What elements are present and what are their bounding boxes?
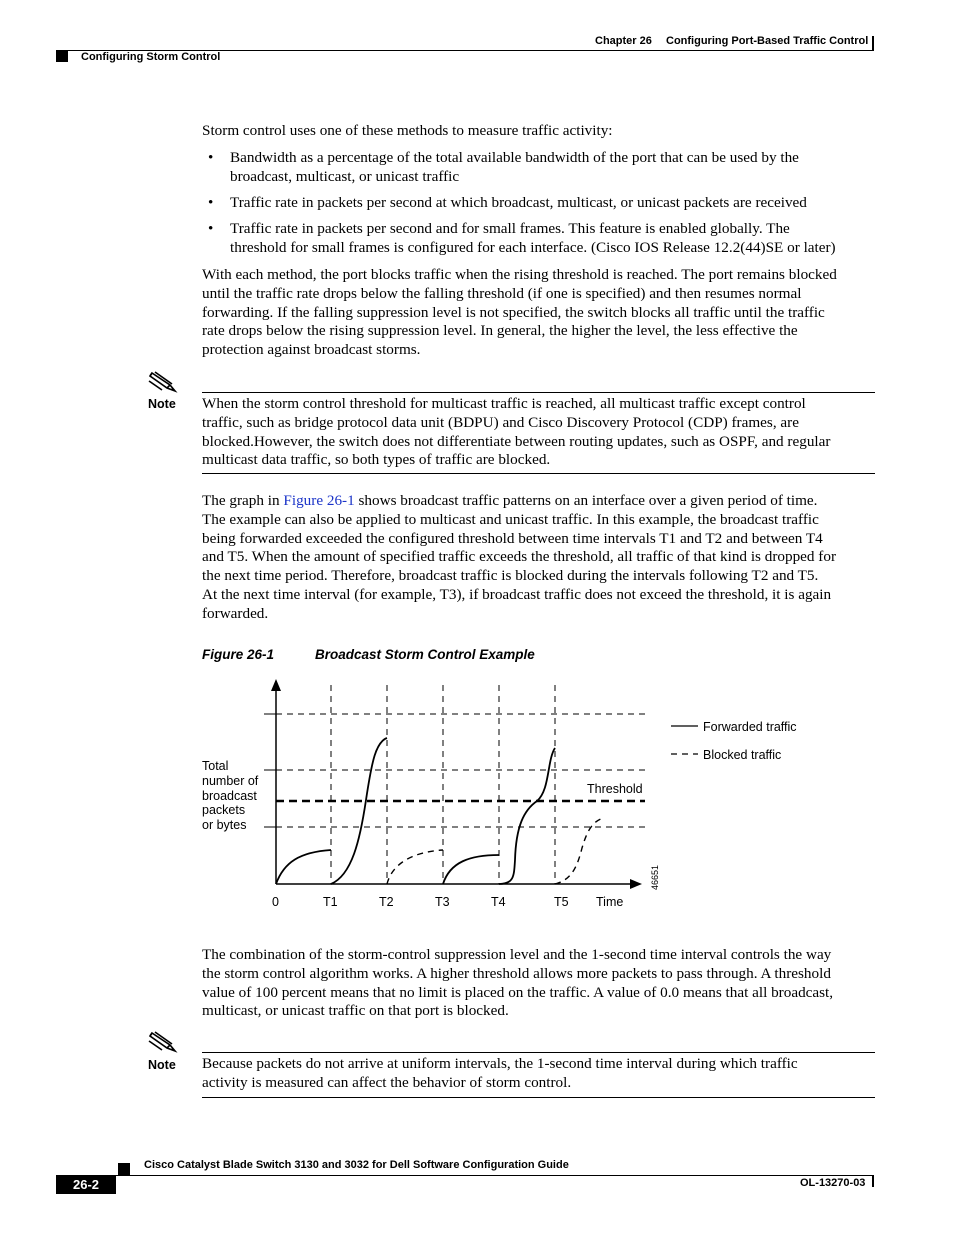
- blocked-traffic-curve: [555, 818, 603, 884]
- note-line: Because packets do not arrive at uniform intervals, the 1-second time interval during which traffic: [202, 1055, 798, 1072]
- y-axis-label-line: broadcast: [202, 788, 257, 803]
- x-axis-arrow: [630, 879, 642, 889]
- bullet-line: threshold for small frames is configured for each interface. (Cisco IOS Release 12.2(44)SE or later): [230, 238, 836, 256]
- legend-forwarded-label: Forwarded traffic: [703, 720, 797, 734]
- legend-blocked-label: Blocked traffic: [703, 748, 782, 762]
- y-axis-label-line: or bytes: [202, 818, 247, 833]
- footer-doc-number: OL-13270-03: [800, 1177, 866, 1189]
- note-2-text: [202, 1055, 882, 1093]
- paragraph-line: the storm control algorithm works. A higher threshold allows more packets to pass through. A threshold: [202, 964, 831, 982]
- paragraph-line: protection against broadcast storms.: [202, 341, 421, 359]
- note-label: Note: [148, 397, 176, 411]
- forwarded-traffic-curve: [331, 738, 387, 884]
- bullet-line: Bandwidth as a percentage of the total available bandwidth of the port that can be used by the: [230, 149, 799, 166]
- paragraph-line: the next time period. Therefore, broadcast traffic is blocked during the intervals following T2 and T5.: [202, 567, 819, 585]
- note-bottom-rule: [202, 1097, 875, 1098]
- note-line: When the storm control threshold for multicast traffic is reached, all multicast traffic except control: [202, 395, 806, 412]
- threshold-label: Threshold: [587, 782, 643, 796]
- x-tick-label-t1: T1: [323, 895, 338, 909]
- paragraph-line: multicast, or unicast traffic on that port is blocked.: [202, 1002, 509, 1020]
- note-label: Note: [148, 1058, 176, 1072]
- paragraph-line: value of 100 percent means that no limit is placed on the traffic. A value of 0.0 means that all broadcast,: [202, 983, 834, 1001]
- y-axis-label-line: packets: [202, 803, 246, 818]
- paragraph-line: At the next time interval (for example, T3), if broadcast traffic does not exceed the threshold, it is again: [202, 585, 832, 603]
- paragraph-line: rate drops below the rising suppression level. In general, the higher the level, the less effective the: [202, 322, 798, 340]
- paragraph-3: [202, 946, 882, 1021]
- y-axis-arrow: [271, 679, 281, 691]
- paragraph-text: shows broadcast traffic patterns on an interface over a given period of time.: [354, 492, 818, 509]
- x-tick-label-t2: T2: [379, 895, 394, 909]
- note-line: blocked.However, the switch does not differentiate between routing updates, such as OSPF, and regular: [202, 432, 831, 450]
- paragraph-line: With each method, the port blocks traffic when the rising threshold is reached. The port remains blocked: [202, 266, 837, 283]
- footer-right-bar: [872, 1175, 874, 1187]
- y-axis-label: [202, 759, 258, 833]
- x-tick-label-t4: T4: [491, 895, 506, 909]
- footer-rule: [56, 1175, 874, 1176]
- bullet-dot: •: [208, 149, 214, 166]
- page-number: 26-2: [72, 1177, 100, 1192]
- paragraph-line: until the traffic rate drops below the falling threshold (if one is specified) and then resumes normal: [202, 284, 802, 302]
- note-line: traffic, such as bridge protocol data unit (BDPU) and Cisco Discovery Protocol (CDP) frames, are: [202, 413, 799, 431]
- bullet-dot: •: [208, 220, 214, 237]
- header-chapter-title: Configuring Port-Based Traffic Control: [666, 35, 869, 47]
- bullet-line: Traffic rate in packets per second and for small frames. This feature is enabled globally. The: [230, 220, 790, 237]
- forwarded-traffic-curve: [499, 748, 555, 884]
- footer-guide-title: Cisco Catalyst Blade Switch 3130 and 3032 for Dell Software Configuration Guide: [144, 1159, 569, 1171]
- y-axis-label-line: number of: [202, 773, 259, 788]
- x-tick-label-0: 0: [272, 895, 279, 909]
- paragraph-line: being forwarded exceeded the configured threshold between time intervals T1 and T2 and between T4: [202, 529, 823, 547]
- figure-title: Broadcast Storm Control Example: [315, 647, 535, 662]
- bullet-dot: •: [208, 194, 214, 211]
- forwarded-traffic-curve: [276, 850, 331, 884]
- paragraph-text: The graph in: [202, 492, 284, 509]
- bullet-line: broadcast, multicast, or unicast traffic: [230, 167, 460, 185]
- note-line: activity is measured can affect the behavior of storm control.: [202, 1073, 572, 1091]
- header-chapter: Chapter 26: [595, 35, 652, 47]
- header-section: Configuring Storm Control: [81, 51, 221, 63]
- note-line: multicast data traffic, so both types of traffic are blocked.: [202, 451, 551, 469]
- footer-marker: [118, 1163, 130, 1175]
- intro-text: Storm control uses one of these methods to measure traffic activity:: [202, 122, 613, 139]
- paragraph-line: and T5. When the amount of specified traffic exceeds the threshold, all traffic of that kind is dropped for: [202, 548, 837, 566]
- note-top-rule: [202, 1052, 875, 1053]
- paragraph-line: forwarding. If the falling suppression level is not specified, the switch blocks all traffic until the traffic: [202, 303, 825, 321]
- y-axis-label-line: Total: [202, 759, 229, 773]
- paragraph-line: The example can also be applied to multicast and unicast traffic. In this example, the broadcast traffic: [202, 510, 819, 528]
- figure-link[interactable]: Figure 26-1: [283, 492, 355, 509]
- pencil-icon: [148, 1029, 178, 1053]
- x-axis-label: Time: [596, 895, 624, 909]
- figure-id: 46651: [650, 864, 660, 890]
- blocked-traffic-curve: [387, 850, 443, 884]
- paragraph-line: The combination of the storm-control suppression level and the 1-second time interval controls the way: [202, 946, 832, 963]
- bullet-line: Traffic rate in packets per second at which broadcast, multicast, or unicast packets are received: [230, 194, 807, 211]
- x-tick-label-t5: T5: [554, 895, 569, 909]
- paragraph-line: forwarded.: [202, 604, 269, 622]
- forwarded-traffic-curve: [443, 855, 499, 884]
- figure-number: Figure 26-1: [202, 647, 275, 662]
- x-tick-label-t3: T3: [435, 895, 450, 909]
